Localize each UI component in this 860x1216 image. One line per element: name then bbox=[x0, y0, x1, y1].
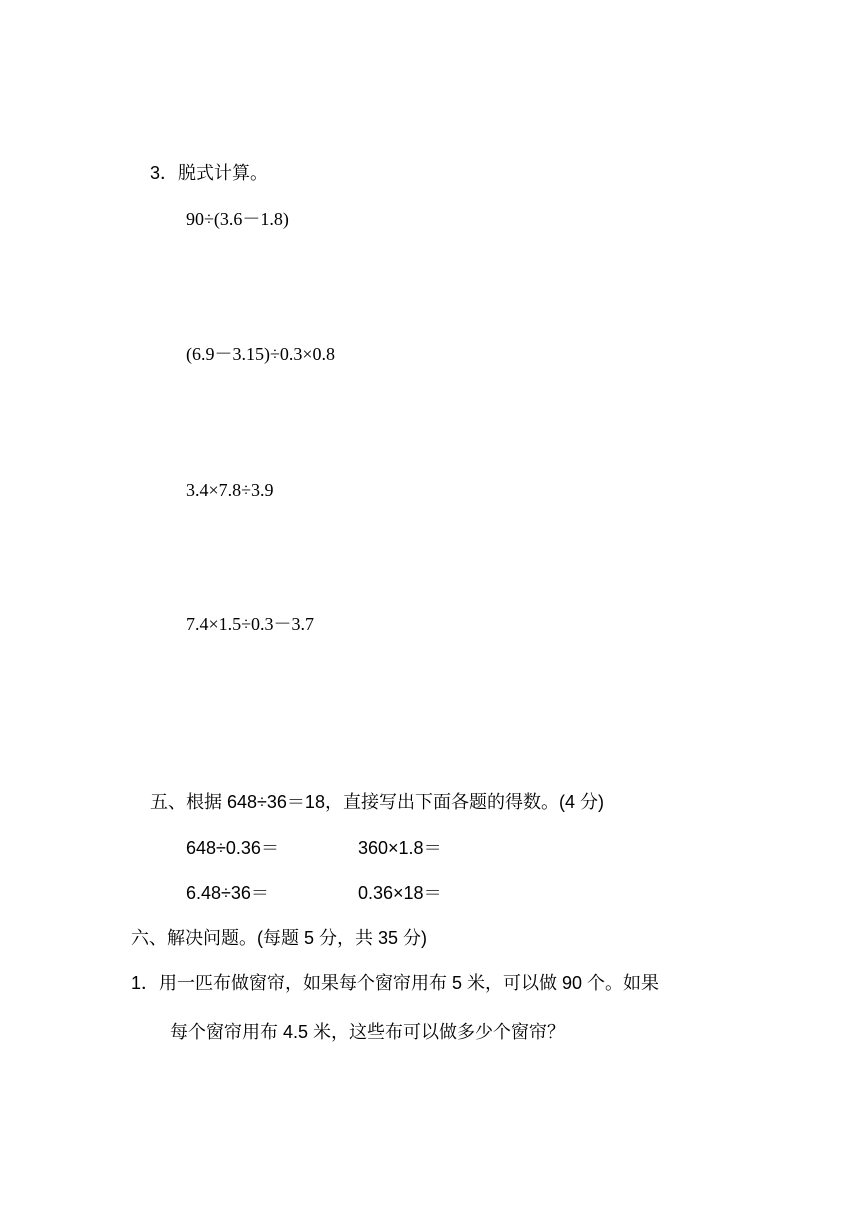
quick-calc-4: 0.36×18＝ bbox=[358, 883, 442, 903]
item-3-title: 3．脱式计算。 bbox=[150, 163, 269, 183]
problem-1-line-2: 每个窗帘用布 4.5 米，这些布可以做多少个窗帘？ bbox=[170, 1022, 566, 1042]
expression-1: 90÷(3.6－1.8) bbox=[186, 209, 289, 229]
expression-4: 7.4×1.5÷0.3－3.7 bbox=[186, 614, 315, 634]
expression-2: (6.9－3.15)÷0.3×0.8 bbox=[186, 344, 336, 364]
section-6-heading: 六、解决问题。(每题 5 分，共 35 分) bbox=[131, 928, 428, 948]
quick-calc-3: 6.48÷36＝ bbox=[186, 883, 269, 903]
quick-calc-2: 360×1.8＝ bbox=[358, 838, 442, 858]
expression-3: 3.4×7.8÷3.9 bbox=[186, 480, 274, 500]
problem-1-line-1: 1．用一匹布做窗帘，如果每个窗帘用布 5 米，可以做 90 个。如果 bbox=[131, 973, 660, 993]
quick-calc-1: 648÷0.36＝ bbox=[186, 838, 279, 858]
section-5-heading: 五、根据 648÷36＝18，直接写出下面各题的得数。(4 分) bbox=[150, 792, 604, 812]
